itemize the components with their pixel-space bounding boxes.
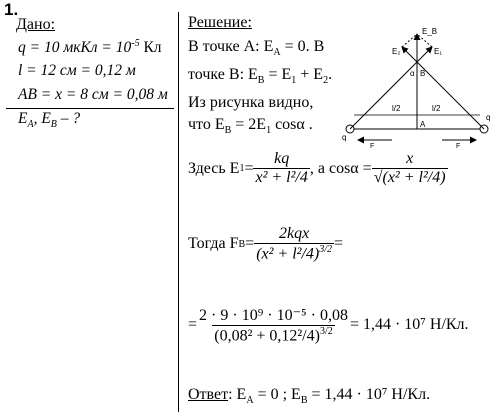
- calc-result: = 1,44 · 10⁷ Н/Кл.: [349, 316, 469, 334]
- frac-calc-den: (0,08² + 0,12²/4): [214, 327, 320, 345]
- given-l: l = 12 см = 0,12 м: [18, 62, 136, 79]
- answer-label: Ответ: [188, 386, 229, 403]
- answer-value: = 1,44 · 10⁷ Н/Кл.: [307, 386, 431, 403]
- line2-c: B: [257, 75, 265, 87]
- frac-cos: [372, 150, 448, 187]
- frac-calc-exp: 3/2: [319, 326, 333, 337]
- label-f-right: F: [456, 143, 461, 150]
- field-diagram: [340, 14, 492, 150]
- frac-cos-den: √(x² + l²/4): [373, 169, 446, 186]
- frac-fb-den: (x² + l²/4): [256, 245, 320, 263]
- then-sub: B: [238, 238, 246, 250]
- calc-eq-lead: =: [188, 316, 198, 334]
- solution-line4: [188, 116, 313, 136]
- cos-text: , а cosα =: [309, 159, 372, 177]
- e2-vector: [402, 47, 417, 62]
- frac-calc-num: 2 · 9 · 10⁹ · 10⁻⁵ · 0,08: [199, 307, 348, 324]
- given-q-text: q = 10 мкКл = 10: [18, 39, 132, 57]
- frac-fb-den-wrap: [254, 243, 334, 263]
- here-sub: 1: [239, 163, 245, 174]
- label-e2: E₂: [392, 47, 401, 56]
- find-e: E: [18, 110, 28, 127]
- side-left: [350, 62, 417, 129]
- line4-e: cosα .: [271, 116, 313, 133]
- solution-heading: Решение:: [188, 14, 252, 31]
- label-l2-right: l/2: [432, 104, 441, 113]
- line4-a: что E: [188, 116, 225, 133]
- find-q: – ?: [56, 110, 81, 127]
- frac-e1-num: kq: [274, 150, 290, 167]
- e1-vector: [417, 47, 432, 62]
- label-eb: E_B: [422, 27, 438, 36]
- label-e1: E₁: [434, 47, 443, 56]
- here-text: Здесь E: [188, 159, 240, 177]
- find-b: B: [50, 119, 57, 131]
- find-a: A: [27, 119, 34, 131]
- column-divider: [178, 12, 179, 412]
- solution-line2: [188, 66, 332, 86]
- frac-fb-exp: 3/2: [319, 244, 333, 255]
- label-q-right: q: [486, 113, 491, 122]
- line1-sub: A: [273, 47, 281, 59]
- label-b: B: [420, 69, 426, 78]
- given-ab: AB = x = 8 см = 0,08 м: [18, 86, 168, 103]
- line4-d: 1: [266, 125, 272, 137]
- frac-e1: [253, 150, 309, 187]
- line2-g: 2: [323, 75, 329, 87]
- line2-h: .: [328, 66, 333, 83]
- parallelogram-left: [402, 34, 417, 47]
- here-eq: =: [244, 159, 254, 177]
- line2-d: = E: [264, 66, 292, 83]
- frac-calc: [197, 305, 350, 345]
- solution-line1: [188, 38, 324, 58]
- formula-calc: [188, 305, 469, 345]
- find-sep: , E: [33, 110, 51, 127]
- given-q: [18, 38, 162, 57]
- eq2: =: [334, 235, 344, 253]
- then-eq: =: [245, 235, 255, 253]
- line4-b: B: [224, 125, 232, 137]
- line2-f: + E: [296, 66, 324, 83]
- frac-fb-num: 2kqx: [279, 225, 310, 242]
- line2-b: E: [248, 66, 258, 83]
- line1-a: В точке A: E: [188, 38, 274, 55]
- frac-fb: [254, 225, 334, 263]
- formula-fb: [188, 225, 343, 263]
- label-a: A: [420, 120, 426, 129]
- given-heading: Дано:: [16, 16, 56, 33]
- label-q-left: q: [342, 133, 347, 142]
- label-alpha: α: [410, 69, 415, 78]
- label-f-left: F: [370, 143, 375, 150]
- answer-a-sub: A: [246, 395, 254, 407]
- line1-b: = 0. В: [280, 38, 325, 55]
- answer-b-text: = 0 ; E: [253, 386, 301, 403]
- frac-calc-den-wrap: [212, 325, 335, 345]
- frac-e1-den: x² + l²/4: [255, 169, 308, 186]
- given-divider: [6, 108, 174, 109]
- then-text: Тогда F: [188, 235, 239, 253]
- line2-a: точке B:: [188, 66, 249, 83]
- side-right: [417, 62, 484, 129]
- answer-a-text: : E: [228, 386, 247, 403]
- answer-line: [188, 386, 430, 406]
- solution-line3: Из рисунка видно,: [188, 94, 314, 111]
- given-find: [18, 110, 80, 130]
- given-q-exp: -5: [131, 38, 140, 49]
- formula-e1: [188, 150, 448, 187]
- answer-b-sub: B: [300, 395, 308, 407]
- problem-number: 1.: [4, 0, 19, 19]
- label-l2-left: l/2: [392, 104, 401, 113]
- line2-e: 1: [291, 75, 297, 87]
- frac-cos-num: x: [406, 150, 414, 167]
- line4-c: = 2E: [231, 116, 267, 133]
- given-q-unit: Кл: [139, 39, 162, 57]
